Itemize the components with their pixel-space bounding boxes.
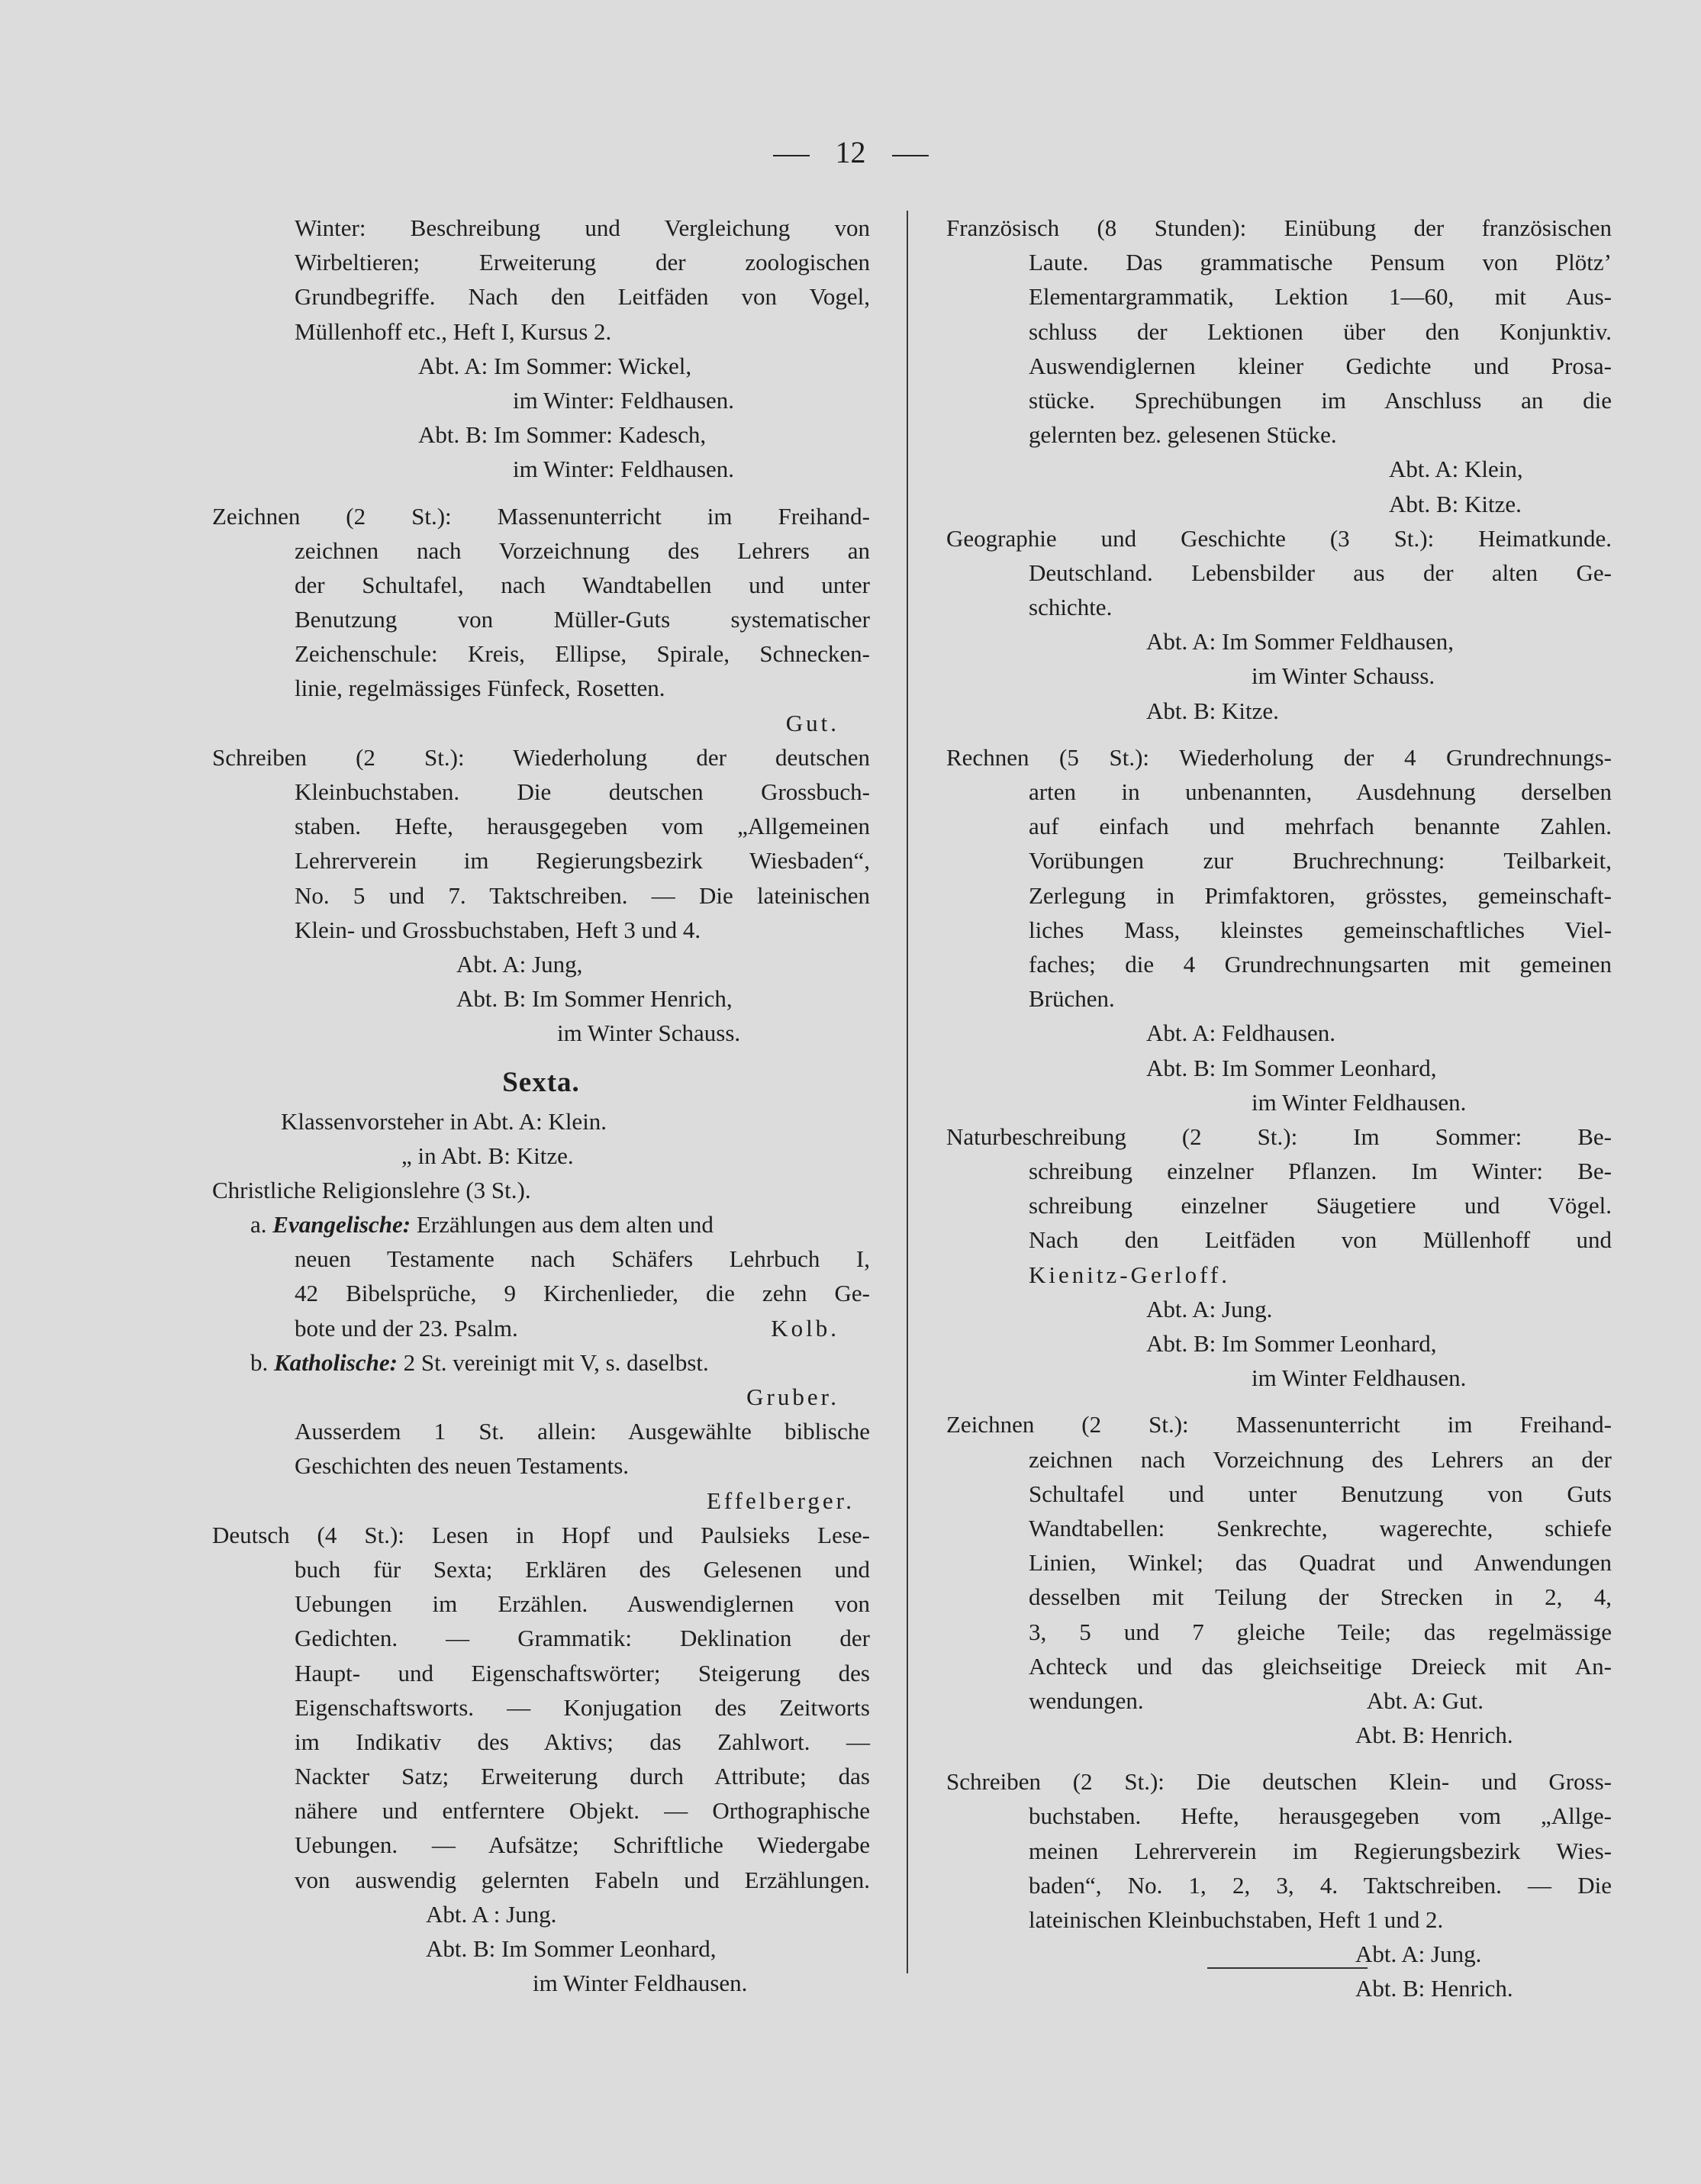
text-span: wendungen. <box>1029 1686 1144 1714</box>
column-divider <box>907 211 908 1973</box>
text-line: Abt. B: Im Sommer Leonhard, <box>426 1935 717 1962</box>
text-line: Naturbeschreibung (2 St.): Im Sommer: Be- <box>946 1123 1612 1150</box>
text-line: Wirbeltieren; Erweiterung der zoologischen <box>295 249 870 276</box>
text-line: im Winter Feldhausen. <box>533 1970 748 1997</box>
text-line: der Schultafel, nach Wandtabellen und unter <box>295 571 870 598</box>
item-marker: a. <box>250 1211 267 1239</box>
section-heading: Sexta. <box>502 1066 580 1098</box>
text-span: bote und der 23. Psalm. <box>295 1314 518 1342</box>
teacher-name: Kolb. <box>771 1314 839 1342</box>
text-line: auf einfach und mehrfach benannte Zahlen. <box>1029 813 1612 840</box>
text-line: Laute. Das grammatische Pensum von Plötz’ <box>1029 249 1612 276</box>
text-line: im Winter: Feldhausen. <box>513 386 735 414</box>
text-span: Erzählungen aus dem alten und <box>416 1211 714 1239</box>
text-line: Zeichnen (2 St.): Massenunterricht im Freihand- <box>212 502 870 530</box>
text-line: von auswendig gelernten Fabeln und Erzählungen. <box>295 1866 870 1893</box>
text-line: schluss der Lektionen über den Konjunktiv. <box>1029 317 1612 345</box>
text-line: Nach den Leitfäden von Müllenhoff und <box>1029 1226 1612 1254</box>
text-line: im Winter Feldhausen. <box>1252 1088 1467 1116</box>
text-line: lateinischen Kleinbuchstaben, Heft 1 und 2. <box>1029 1906 1444 1933</box>
subheading: Evangelische: <box>272 1211 411 1239</box>
text-line: Eigenschaftsworts. — Konjugation des Zeitworts <box>295 1693 870 1721</box>
text-line: Müllenhoff etc., Heft I, Kursus 2. <box>295 317 612 345</box>
text-line: „ in Abt. B: Kitze. <box>401 1142 574 1169</box>
spacer <box>946 1752 1612 1764</box>
text-line: Elementargrammatik, Lektion 1—60, mit Aus- <box>1029 283 1612 311</box>
page-number-dash-right <box>892 155 929 156</box>
text-line: buchstaben. Hefte, herausgegeben vom „Allge- <box>1029 1802 1612 1830</box>
text-line: nähere und entferntere Objekt. — Orthographische <box>295 1797 870 1825</box>
text-line: Winter: Beschreibung und Vergleichung von <box>295 214 870 241</box>
text-line: stücke. Sprechübungen im Anschluss an die <box>1029 386 1612 414</box>
text-line: Abt. B: Im Sommer Leonhard, <box>1146 1054 1437 1081</box>
item-marker: b. <box>250 1348 269 1376</box>
text-line: Geschichten des neuen Testaments. <box>295 1452 630 1480</box>
text-line: Abt. A: Jung. <box>1355 1941 1482 1968</box>
text-line: faches; die 4 Grundrechnungsarten mit gemeinen <box>1029 950 1612 978</box>
text-line <box>212 1345 870 1380</box>
text-line: schreibung einzelner Säugetiere und Vögel. <box>1029 1192 1612 1219</box>
text-line: im Winter Schauss. <box>1252 662 1435 690</box>
text-line: Vorübungen zur Bruchrechnung: Teilbarkeit, <box>1029 847 1612 875</box>
text-line: Schreiben (2 St.): Wiederholung der deutschen <box>212 743 870 771</box>
text-line: arten in unbenannten, Ausdehnung derselben <box>1029 778 1612 805</box>
text-line: Kienitz-Gerloff. <box>1029 1261 1230 1288</box>
text-line: Abt. B: Kitze. <box>1389 490 1522 517</box>
text-line: Abt. B: Kitze. <box>1146 697 1279 724</box>
text-line: gelernten bez. gelesenen Stücke. <box>1029 421 1337 449</box>
text-line: 42 Bibelsprüche, 9 Kirchenlieder, die zehn Ge- <box>295 1280 870 1307</box>
text-line: Uebungen im Erzählen. Auswendiglernen von <box>295 1590 870 1618</box>
text-line: Schreiben (2 St.): Die deutschen Klein- und Gross- <box>946 1768 1612 1796</box>
text-line: Grundbegriffe. Nach den Leitfäden von Vogel, <box>295 283 870 311</box>
text-line: Abt. A: Feldhausen. <box>1146 1020 1335 1047</box>
text-line: Linien, Winkel; das Quadrat und Anwendungen <box>1029 1549 1612 1577</box>
text-line <box>212 1311 870 1345</box>
text-line: Abt. A: Im Sommer: Wickel, <box>418 352 692 379</box>
text-line: Deutsch (4 St.): Lesen in Hopf und Paulsieks Lese- <box>212 1521 870 1548</box>
text-line: Klein- und Grossbuchstaben, Heft 3 und 4. <box>295 916 701 943</box>
text-line: Brüchen. <box>1029 985 1115 1013</box>
text-line: desselben mit Teilung der Strecken in 2, 4, <box>1029 1583 1612 1611</box>
text-line: Abt. B: Im Sommer Henrich, <box>456 985 733 1013</box>
spacer <box>946 728 1612 740</box>
text-line: zeichnen nach Vorzeichnung des Lehrers an der <box>1029 1445 1612 1473</box>
text-line: schichte. <box>1029 594 1113 621</box>
text-line: Französisch (8 Stunden): Einübung der französischen <box>946 214 1612 241</box>
text-line: im Winter: Feldhausen. <box>513 456 735 483</box>
text-line: Auswendiglernen kleiner Gedichte und Prosa- <box>1029 352 1612 379</box>
text-line: Effelberger. <box>706 1487 855 1514</box>
text-line: Abt. A: Jung, <box>456 950 583 978</box>
text-line: No. 5 und 7. Taktschreiben. — Die lateinischen <box>295 881 870 909</box>
text-line <box>212 1207 870 1242</box>
text-line: neuen Testamente nach Schäfers Lehrbuch I, <box>295 1245 870 1273</box>
text-line: Uebungen. — Aufsätze; Schriftliche Wiedergabe <box>295 1831 870 1859</box>
text-line: Zeichenschule: Kreis, Ellipse, Spirale, Schnecken- <box>295 640 870 668</box>
text-line: Geographie und Geschichte (3 St.): Heimatkunde. <box>946 524 1612 552</box>
right-column <box>946 211 1612 2006</box>
page-number-value: 12 <box>835 135 866 169</box>
text-line: Gedichten. — Grammatik: Deklination der <box>295 1625 870 1652</box>
text-line: Zerlegung in Primfaktoren, grösstes, gemeinschaft- <box>1029 881 1612 909</box>
text-span: 2 St. vereinigt mit V, s. daselbst. <box>403 1348 709 1376</box>
text-line: Gut. <box>785 709 839 736</box>
text-line: Christliche Religionslehre (3 St.). <box>212 1176 531 1203</box>
text-line: staben. Hefte, herausgegeben vom „Allgemeinen <box>295 813 870 840</box>
text-line: meinen Lehrerverein im Regierungsbezirk Wies- <box>1029 1837 1612 1864</box>
text-line: Abt. B: Henrich. <box>1355 1722 1513 1749</box>
text-line: Zeichnen (2 St.): Massenunterricht im Freihand- <box>946 1411 1612 1438</box>
text-line: Deutschland. Lebensbilder aus der alten Ge- <box>1029 559 1612 586</box>
left-column <box>212 211 870 2000</box>
text-line: Abt. A: Klein, <box>1389 456 1523 483</box>
end-rule <box>1207 1967 1368 1969</box>
text-line: Wandtabellen: Senkrechte, wagerechte, schiefe <box>1029 1514 1612 1541</box>
spacer <box>212 487 870 499</box>
text-line: im Winter Schauss. <box>557 1020 741 1047</box>
text-line: Schultafel und unter Benutzung von Guts <box>1029 1480 1612 1507</box>
text-line: Ausserdem 1 St. allein: Ausgewählte biblische <box>295 1418 870 1445</box>
text-line: schreibung einzelner Pflanzen. Im Winter: Be- <box>1029 1158 1612 1185</box>
text-line: Nackter Satz; Erweiterung durch Attribute; das <box>295 1763 870 1790</box>
text-line: Abt. A: Jung. <box>1146 1295 1273 1322</box>
text-line: Kleinbuchstaben. Die deutschen Grossbuch- <box>295 778 870 805</box>
text-line: Abt. A : Jung. <box>426 1900 557 1928</box>
spacer <box>946 1395 1612 1407</box>
text-line: Lehrerverein im Regierungsbezirk Wiesbaden“, <box>295 847 870 875</box>
text-line: Haupt- und Eigenschaftswörter; Steigerung des <box>295 1659 870 1686</box>
text-line: im Indikativ des Aktivs; das Zahlwort. — <box>295 1728 870 1755</box>
text-line: Benutzung von Müller-Guts systematischer <box>295 606 870 633</box>
text-line: liches Mass, kleinstes gemeinschaftliches Viel- <box>1029 916 1612 943</box>
text-line: linie, regelmässiges Fünfeck, Rosetten. <box>295 675 665 702</box>
text-line: Rechnen (5 St.): Wiederholung der 4 Grundrechnungs- <box>946 743 1612 771</box>
subheading: Katholische: <box>274 1348 398 1376</box>
text-line: Abt. B: Im Sommer Leonhard, <box>1146 1330 1437 1357</box>
text-line: Gruber. <box>746 1384 839 1410</box>
text-span: Abt. A: Gut. <box>1366 1686 1484 1714</box>
text-line: 3, 5 und 7 gleiche Teile; das regelmässige <box>1029 1618 1612 1645</box>
text-line <box>946 1683 1612 1718</box>
text-line: Klassenvorsteher in Abt. A: Klein. <box>281 1107 607 1135</box>
text-line: buch für Sexta; Erklären des Gelesenen und <box>295 1555 870 1583</box>
text-line: zeichnen nach Vorzeichnung des Lehrers an <box>295 536 870 564</box>
page-number <box>0 134 1701 170</box>
text-line: Abt. B: Im Sommer: Kadesch, <box>418 421 707 449</box>
text-line: Abt. A: Im Sommer Feldhausen, <box>1146 628 1454 656</box>
text-line: Achteck und das gleichseitige Dreieck mit An- <box>1029 1652 1612 1680</box>
text-line: im Winter Feldhausen. <box>1252 1364 1467 1392</box>
page-number-dash-left <box>773 155 810 156</box>
text-line: baden“, No. 1, 2, 3, 4. Taktschreiben. — Die <box>1029 1871 1612 1899</box>
text-line: Abt. B: Henrich. <box>1355 1975 1513 2002</box>
